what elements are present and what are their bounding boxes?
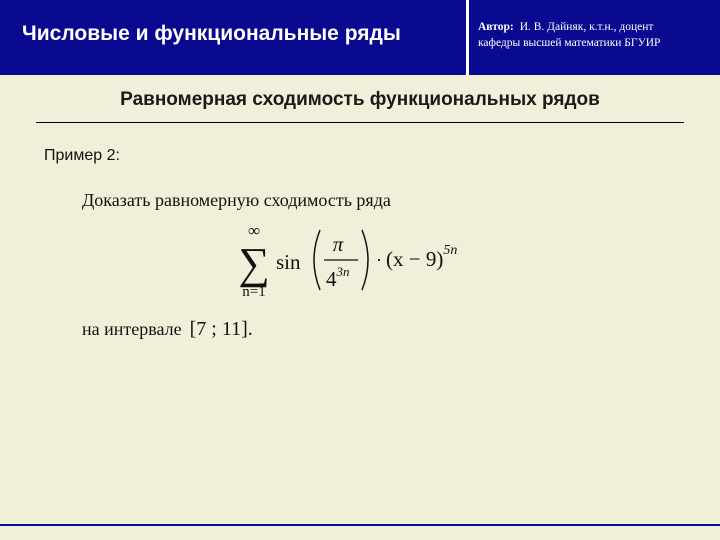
- author-department: кафедры высшей математики БГУИР: [478, 37, 661, 49]
- numerator-pi: π: [332, 232, 344, 256]
- example-label: Пример 2:: [44, 147, 120, 164]
- sigma-symbol: ∑: [238, 239, 270, 288]
- sum-upper-limit: ∞: [247, 221, 261, 240]
- multiplication-dot: ·: [376, 250, 382, 270]
- sin-function: sin: [276, 250, 301, 274]
- factor-term: $(x - 9)^{5n}$: [386, 243, 458, 271]
- sum-lower-limit: n=1: [242, 284, 266, 300]
- series-formula: [230, 222, 480, 300]
- author-block: [478, 19, 660, 51]
- header-divider: [466, 0, 469, 75]
- denominator: $4^{3n}$: [326, 264, 350, 291]
- header-title: Числовые и функциональные ряды: [22, 22, 401, 45]
- title-underline: [36, 122, 684, 123]
- interval-line: [82, 318, 253, 341]
- interval-value: [7 ; 11].: [189, 318, 253, 340]
- interval-prefix: на интервале: [82, 319, 182, 339]
- right-paren: [362, 230, 368, 290]
- author-label: Автор:: [478, 21, 514, 33]
- left-paren: [314, 230, 320, 290]
- author-name: И. В. Дайняк, к.т.н., доцент: [519, 21, 654, 33]
- header-bar: [0, 0, 720, 75]
- task-text: Доказать равномерную сходимость ряда: [82, 190, 391, 210]
- bottom-rule: [0, 524, 720, 526]
- slide-title: Равномерная сходимость функциональных рядов: [120, 89, 600, 110]
